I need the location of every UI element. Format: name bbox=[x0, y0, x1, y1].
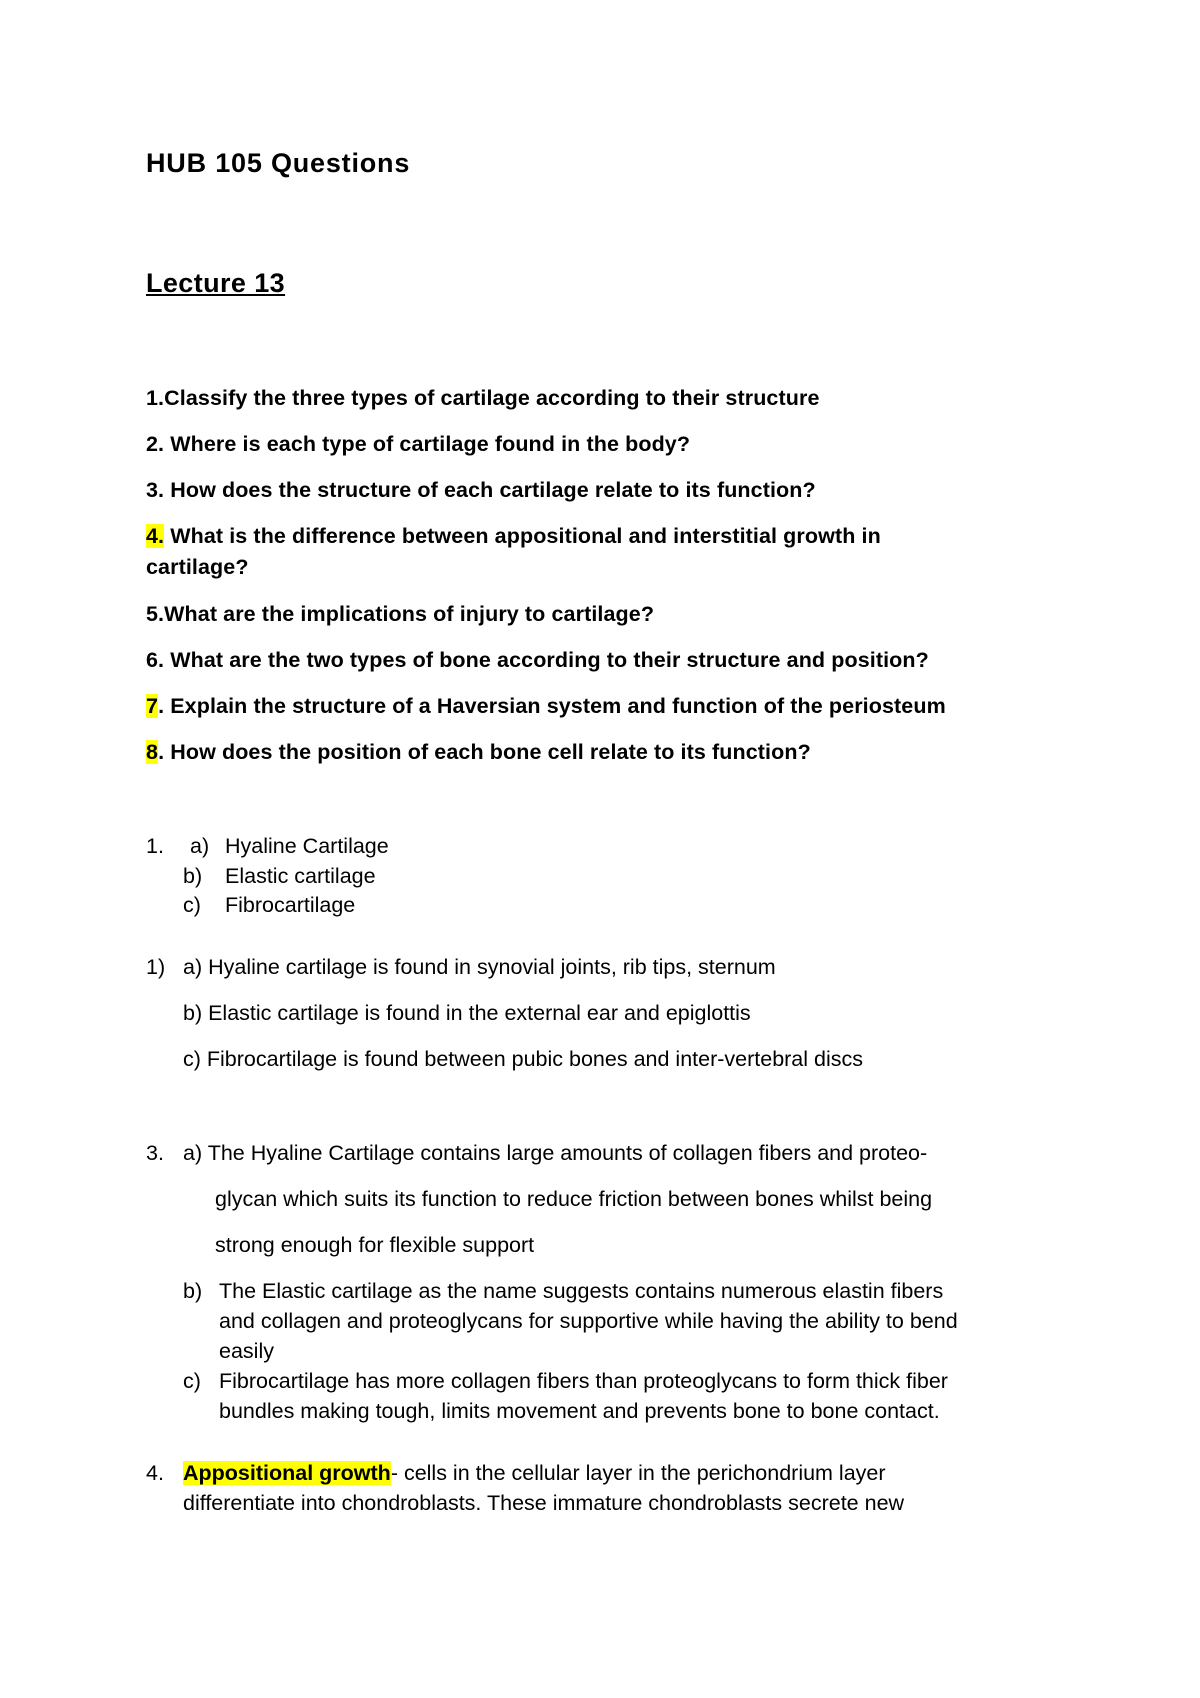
answer-4-number: 4. bbox=[146, 1461, 164, 1485]
question-number-highlighted: 7 bbox=[146, 694, 159, 718]
answer-1-number: 1. bbox=[146, 834, 164, 858]
question-text: Classify the three types of cartilage according to their structure bbox=[164, 386, 820, 410]
answer-1-item-b: Elastic cartilage bbox=[225, 864, 376, 888]
question-number: 5. bbox=[146, 602, 165, 626]
answer-2-item-c: c) Fibrocartilage is found between pubic bones and inter-vertebral discs bbox=[183, 1047, 864, 1071]
question-number-highlighted: 4. bbox=[146, 524, 165, 548]
answer-3-a-line-2: glycan which suits its function to reduce friction between bones whilst being bbox=[215, 1187, 933, 1211]
answer-4-line-1 bbox=[183, 1461, 886, 1486]
question-4-continued: cartilage? bbox=[146, 555, 249, 579]
question-text: How does the structure of each cartilage relate to its function? bbox=[164, 478, 816, 502]
answer-3-c-mark: c) bbox=[183, 1369, 201, 1393]
answer-3-a-line-1: a) The Hyaline Cartilage contains large amounts of collagen fibers and proteo- bbox=[183, 1141, 928, 1165]
question-7 bbox=[146, 694, 946, 719]
answer-2-item-a: a) Hyaline cartilage is found in synovial joints, rib tips, sternum bbox=[183, 955, 776, 979]
lecture-heading: Lecture 13 bbox=[146, 268, 286, 298]
question-8 bbox=[146, 740, 811, 765]
question-2 bbox=[146, 432, 690, 457]
appositional-growth-term: Appositional growth bbox=[183, 1461, 391, 1485]
answer-1-item-c: Fibrocartilage bbox=[225, 893, 356, 917]
question-text: What are the two types of bone according to their structure and position? bbox=[164, 648, 929, 672]
question-5 bbox=[146, 602, 654, 627]
question-text: What are the implications of injury to cartilage? bbox=[164, 602, 655, 626]
answer-3-b-line-3: easily bbox=[219, 1339, 274, 1363]
question-4 bbox=[146, 524, 881, 549]
document-title: HUB 105 Questions bbox=[146, 148, 411, 178]
answer-3-number: 3. bbox=[146, 1141, 164, 1165]
answer-4-line-2: differentiate into chondroblasts. These immature chondroblasts secrete new bbox=[183, 1491, 905, 1515]
answer-2-number: 1) bbox=[146, 955, 166, 979]
answer-3-c-line-1: Fibrocartilage has more collagen fibers than proteoglycans to form thick fiber bbox=[219, 1369, 948, 1393]
question-number: 3. bbox=[146, 478, 165, 502]
answer-3-b-line-2: and collagen and proteoglycans for supportive while having the ability to bend bbox=[219, 1309, 958, 1333]
question-3 bbox=[146, 478, 816, 503]
question-text: What is the difference between appositional and interstitial growth in bbox=[164, 524, 881, 548]
answer-1-mark-a: a) bbox=[190, 834, 210, 858]
answer-1-item-a: Hyaline Cartilage bbox=[225, 834, 389, 858]
question-number: 2. bbox=[146, 432, 165, 456]
question-text: Where is each type of cartilage found in the body? bbox=[164, 432, 691, 456]
answer-1-mark-c: c) bbox=[183, 893, 201, 917]
question-number: 1. bbox=[146, 386, 165, 410]
answer-4-line-1-rest: - cells in the cellular layer in the perichondrium layer bbox=[390, 1461, 886, 1485]
answer-2-item-b: b) Elastic cartilage is found in the external ear and epiglottis bbox=[183, 1001, 751, 1025]
question-text: . Explain the structure of a Haversian system and function of the periosteum bbox=[158, 694, 946, 718]
answer-3-a-line-3: strong enough for flexible support bbox=[215, 1233, 535, 1257]
answer-1-mark-b: b) bbox=[183, 864, 203, 888]
answer-3-c-line-2: bundles making tough, limits movement and prevents bone to bone contact. bbox=[219, 1399, 940, 1423]
answer-3-b-line-1: The Elastic cartilage as the name suggests contains numerous elastin fibers bbox=[219, 1279, 944, 1303]
question-1 bbox=[146, 386, 820, 411]
question-number-highlighted: 8 bbox=[146, 740, 159, 764]
question-number: 6. bbox=[146, 648, 165, 672]
question-6 bbox=[146, 648, 929, 673]
answer-3-b-mark: b) bbox=[183, 1279, 203, 1303]
question-text: . How does the position of each bone cell relate to its function? bbox=[158, 740, 811, 764]
